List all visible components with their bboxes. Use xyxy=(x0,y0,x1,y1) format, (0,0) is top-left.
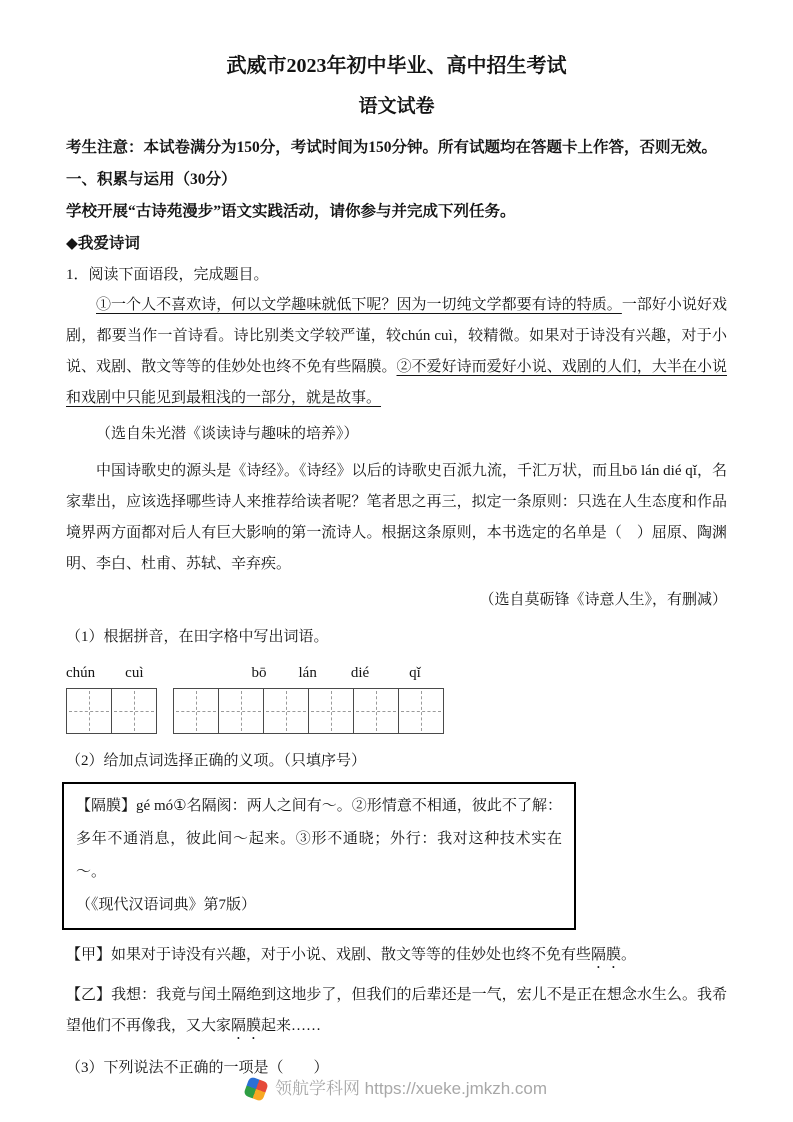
candidate-notice: 考生注意：本试卷满分为150分，考试时间为150分钟。所有试题均在答题卡上作答，否则无效。 xyxy=(66,139,718,156)
footer-site-link[interactable]: 领航学科网 https://xueke.jmkzh.com xyxy=(274,1079,548,1098)
option-jia xyxy=(66,940,727,972)
passage-1-underlined-2: ②不爱好诗而爱好小说、戏剧的人们，大半在小说和戏剧中只能见到最粗浅的一部分，就是故事。 xyxy=(66,359,727,406)
option-jia-text-after: 。 xyxy=(621,947,637,963)
pinyin-row xyxy=(66,658,727,682)
site-logo-icon xyxy=(243,1076,269,1102)
tian-grid-1 xyxy=(66,688,157,734)
pinyin-word-chun: chún xyxy=(66,665,96,681)
passage-2: 中国诗歌史的源头是《诗经》。《诗经》以后的诗歌史百派九流，千汇万状，而且bō lán dié qǐ，名家辈出，应该选择哪些诗人来推荐给读者呢？笔者思之再三，拟定一条原则：只选在人生态度和作品境界两方面都对后人有巨大影响的第一流诗人。根据这条原则，本书选定的名单是（ ）屈原、陶渊明、李白、杜甫、苏轼、辛弃疾。 xyxy=(66,463,727,572)
option-yi-text: 【乙】我想：我竟与闰土隔绝到这地步了，但我们的后辈还是一气，宏儿不是正在想念水生么。我希望他们不再像我，又大家 xyxy=(66,987,727,1034)
passage-1 xyxy=(66,290,727,414)
option-yi-emphasized-word: 隔膜 xyxy=(231,1018,262,1034)
passage-source-2: （选自莫砺锋《诗意人生》，有删减） xyxy=(479,592,727,608)
tian-cell xyxy=(111,688,157,734)
option-jia-emphasized-word: 隔膜 xyxy=(591,947,622,963)
passage-source-1: （选自朱光潜《谈读诗与趣味的培养》） xyxy=(96,426,359,442)
tian-cell xyxy=(263,688,309,734)
section-heading: 一、积累与运用（30分） xyxy=(66,171,237,188)
footer-watermark xyxy=(0,1078,793,1100)
tian-cell xyxy=(66,688,112,734)
tian-cell xyxy=(308,688,354,734)
tian-grids-row xyxy=(66,688,727,734)
tian-cell xyxy=(353,688,399,734)
question-1-lead: 1．阅读下面语段，完成题目。 xyxy=(66,267,269,283)
option-jia-text: 【甲】如果对于诗没有兴趣，对于小说、戏剧、散文等等的佳妙处也终不免有些 xyxy=(66,947,592,963)
pinyin-word-qi: qǐ xyxy=(409,665,421,681)
option-yi-text-after: 起来…… xyxy=(261,1018,322,1034)
pinyin-word-die: dié xyxy=(350,665,370,681)
sub-question-1: （1）根据拼音，在田字格中写出词语。 xyxy=(66,629,329,645)
dictionary-entry: 【隔膜】gé mó①名隔阂：两人之间有～。②形情意不相通，彼此不了解：多年不通消息，彼此间～起来。③形不通晓；外行：我对这种技术实在～。 xyxy=(76,798,562,880)
pinyin-word-lan: lán xyxy=(298,665,317,681)
option-yi xyxy=(66,980,727,1043)
passage-1-plain: 一部好小说好戏剧，都要当作一首诗看。诗比别类文学较严谨，较chún cuì，较精微。如果对于诗没有兴趣，对于小说、戏剧、散文等等的佳妙处也终不免有些隔膜。 xyxy=(66,297,727,375)
paper-subtitle: 语文试卷 xyxy=(358,96,435,117)
dictionary-box xyxy=(62,782,576,930)
tian-cell xyxy=(218,688,264,734)
tian-grid-2 xyxy=(173,688,444,734)
subsection-heading: ◆我爱诗词 xyxy=(66,235,140,252)
passage-1-underlined-1: ①一个人不喜欢诗，何以文学趣味就低下呢？因为一切纯文学都要有诗的特质。 xyxy=(96,297,622,313)
sub-question-2: （2）给加点词选择正确的义项。（只填序号） xyxy=(66,753,367,769)
pinyin-word-bo: bō xyxy=(251,665,267,681)
dictionary-source: （《现代汉语词典》第7版） xyxy=(76,897,257,913)
tian-cell xyxy=(173,688,219,734)
page-title: 武威市2023年初中毕业、高中招生考试 xyxy=(226,55,567,77)
activity-intro: 学校开展“古诗苑漫步”语文实践活动，请你参与并完成下列任务。 xyxy=(66,203,516,220)
pinyin-word-cui: cuì xyxy=(125,665,144,681)
tian-cell xyxy=(398,688,444,734)
sub-question-3: （3）下列说法不正确的一项是（ ） xyxy=(66,1060,329,1076)
